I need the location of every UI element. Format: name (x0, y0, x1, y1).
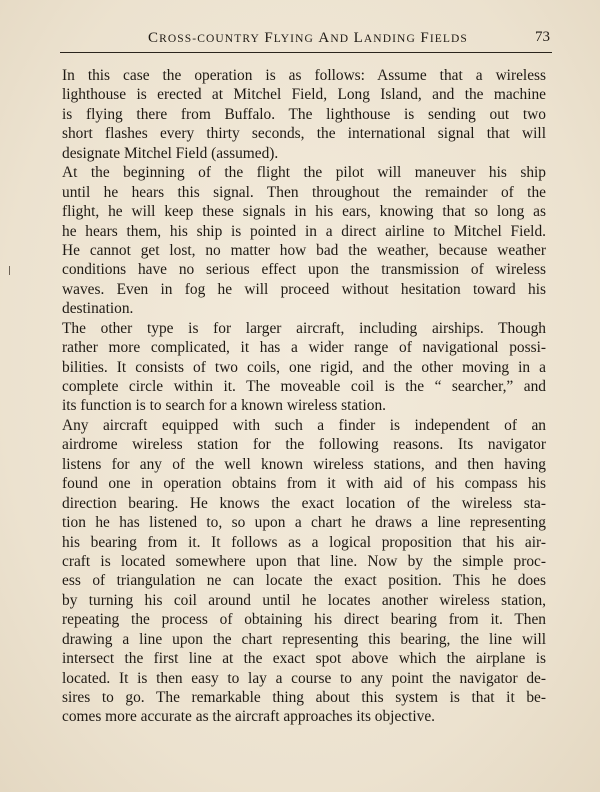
text-line: tion he has listened to, so upon a chart he draws a line representing (62, 514, 546, 532)
margin-mark (9, 266, 10, 275)
text-line: lighthouse is erected at Mitchel Field, Long Island, and the machine (62, 86, 546, 104)
text-line: found one in operation obtains from it with aid of his compass his (62, 475, 546, 493)
text-line: conditions have no serious effect upon the transmission of wireless (62, 261, 546, 279)
text-line: airdrome wireless station for the following reasons. Its navigator (62, 436, 546, 454)
text-line: rather more complicated, it has a wider range of navigational possi- (62, 339, 546, 357)
text-line: intersect the first line at the exact spot above which the airplane is (62, 650, 546, 668)
text-line: listens for any of the well known wireless stations, and then having (62, 455, 546, 473)
text-line: ess of triangulation ne can locate the exact position. This he does (62, 572, 546, 590)
text-line: drawing a line upon the chart representing this bearing, the line will (62, 630, 546, 648)
text-line: located. It is then easy to lay a course to any point the navigator de- (62, 669, 546, 687)
text-line: bilities. It consists of two coils, one rigid, and the other moving in a (62, 358, 546, 376)
text-line: his bearing from it. It follows as a logical proposition that his air- (62, 533, 546, 551)
text-line: waves. Even in fog he will proceed without hesitation toward his (62, 280, 546, 298)
text-line: designate Mitchel Field (assumed). (62, 144, 279, 162)
text-line: complete circle within it. The moveable coil is the “ searcher,” and (62, 378, 546, 395)
text-line: sires to go. The remarkable thing about this system is that it be- (62, 689, 546, 706)
paragraph-first-line: At the beginning of the flight the pilot will maneuver his ship (62, 164, 546, 182)
text-line: by turning his coil around until he locates another wireless station, (62, 591, 546, 609)
text-line: he hears them, his ship is pointed in a direct airline to Mitchel Field. (62, 222, 546, 240)
paragraph-first-line: The other type is for larger aircraft, including airships. Though (62, 319, 546, 337)
text-line: short flashes every thirty seconds, the international signal that will (62, 125, 546, 143)
header-rule (60, 52, 552, 53)
running-title: CROSS-COUNTRY FLYING AND LANDING FIELDS (148, 30, 468, 46)
text-line: until he hears this signal. Then throughout the remainder of the (62, 183, 546, 201)
text-line: He cannot get lost, no matter how bad the weather, because weather (62, 241, 546, 259)
running-head (60, 30, 550, 50)
body-text (62, 66, 546, 727)
text-line: is flying there from Buffalo. The lighthouse is sending out two (62, 105, 546, 123)
text-line: direction bearing. He knows the exact location of the wireless sta- (62, 494, 546, 512)
text-line: its function is to search for a known wireless station. (62, 397, 386, 415)
text-line: craft is located somewhere upon that line. Now by the simple proc- (62, 552, 546, 570)
text-line: repeating the process of obtaining his direct bearing from it. Then (62, 611, 546, 629)
paragraph-first-line: Any aircraft equipped with such a finder is independent of an (62, 416, 546, 434)
text-line: flight, he will keep these signals in his ears, knowing that so long as (62, 203, 546, 221)
text-line: comes more accurate as the aircraft approaches its objective. (62, 708, 436, 726)
page-number: 73 (535, 29, 550, 45)
paragraph-first-line: In this case the operation is as follows: Assume that a wireless (62, 67, 546, 84)
text-line: destination. (62, 300, 134, 318)
